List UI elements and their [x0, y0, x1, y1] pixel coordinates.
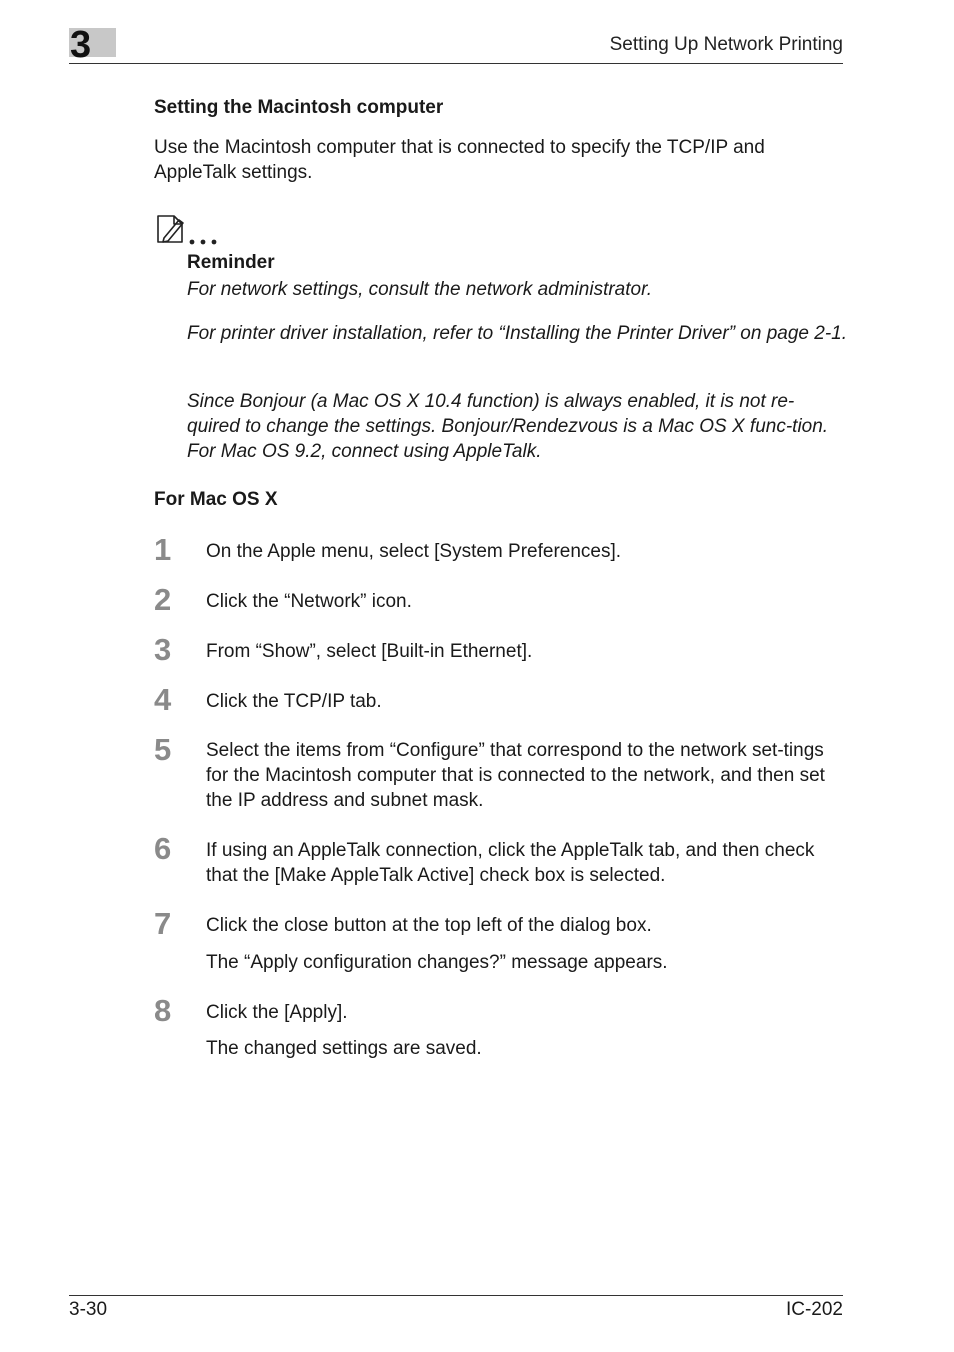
page-number: 3-30	[69, 1299, 108, 1320]
step-text: From “Show”, select [Built-in Ethernet].	[206, 641, 533, 662]
reminder-paragraph: Since Bonjour (a Mac OS X 10.4 function) is always enabled, it is not re-quired to change the settings. Bonjour/Rendezvous is a Mac OS X func-tion. For Mac OS 9.2, connect using AppleTalk.	[187, 391, 829, 462]
step-result: The changed settings are saved.	[206, 1038, 482, 1059]
footer-rule	[69, 1295, 843, 1296]
header-rule	[69, 63, 843, 64]
note-pencil-icon	[155, 212, 225, 248]
step-text: If using an AppleTalk connection, click the AppleTalk tab, and then check that the [Make AppleTalk Active] check box is selected.	[206, 840, 815, 886]
reminder-title: Reminder	[187, 252, 275, 273]
step-number: 3	[154, 632, 172, 667]
subsection-heading: For Mac OS X	[154, 489, 278, 510]
step-text: Click the close button at the top left of the dialog box.	[206, 915, 652, 936]
step-text: Click the “Network” icon.	[206, 591, 412, 612]
step-text: Select the items from “Configure” that correspond to the network set-tings for the Macintosh computer that is connected to the network, and then set the IP address and subnet mask.	[206, 740, 825, 811]
step-number: 5	[154, 732, 172, 767]
reminder-paragraph: For printer driver installation, refer to “Installing the Printer Driver” on page 2-1.	[187, 323, 847, 344]
reminder-paragraph: For network settings, consult the network administrator.	[187, 279, 652, 300]
section-heading: Setting the Macintosh computer	[154, 97, 444, 118]
step-number: 2	[154, 582, 172, 617]
step-text: On the Apple menu, select [System Preferences].	[206, 541, 622, 562]
step-number: 1	[154, 532, 172, 567]
step-number: 8	[154, 993, 172, 1028]
model-name: IC-202	[785, 1299, 843, 1320]
step-text: Click the TCP/IP tab.	[206, 691, 382, 712]
step-result: The “Apply configuration changes?” message appears.	[206, 952, 668, 973]
step-number: 4	[154, 682, 172, 717]
step-number: 6	[154, 831, 172, 866]
chapter-number: 3	[70, 24, 92, 66]
step-number: 7	[154, 906, 172, 941]
running-header-title: Setting Up Network Printing	[609, 34, 843, 55]
section-intro: Use the Macintosh computer that is connected to specify the TCP/IP and AppleTalk settings.	[154, 137, 765, 183]
step-text: Click the [Apply].	[206, 1002, 348, 1023]
